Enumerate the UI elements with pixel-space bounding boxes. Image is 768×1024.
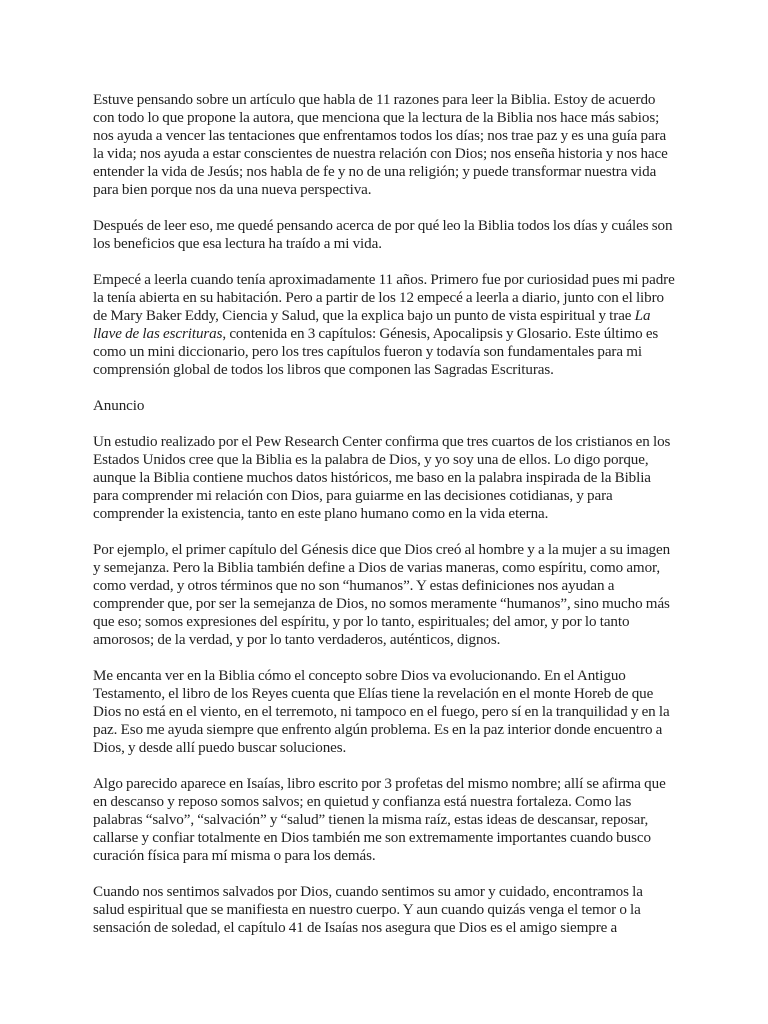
paragraph-8: Cuando nos sentimos salvados por Dios, cuando sentimos su amor y cuidado, encontramos la salud espiritual que se manifiesta en nuestro cuerpo. Y aun cuando quizás venga el temor o la sensación de soledad, el capítulo 41 de Isaías nos asegura que Dios es el amigo siempre a (93, 884, 643, 936)
article-body (93, 91, 676, 955)
paragraph-2: Después de leer eso, me quedé pensando acerca de por qué leo la Biblia todos los días y cuáles son los beneficios que esa lectura ha traído a mi vida. (93, 218, 673, 252)
paragraph-3-text-start: Empecé a leerla cuando tenía aproximadamente 11 años. Primero fue por curiosidad pues mi padre la tenía abierta en su habitación. Pero a partir de los 12 empecé a leerla a diario, junto con el libro de Mary Baker Eddy, Ciencia y Salud, que la explica bajo un punto de vista espiritual y trae (93, 272, 675, 324)
ad-label: Anuncio (93, 398, 145, 414)
book-title-italic: La llave de las escrituras (93, 308, 651, 342)
paragraph-5: Por ejemplo, el primer capítulo del Génesis dice que Dios creó al hombre y a la mujer a su imagen y semejanza. Pero la Biblia también define a Dios de varias maneras, como espíritu, como amor, como verdad, y otros términos que no son “humanos”. Y estas definiciones nos ayudan a comprender que, por ser la semejanza de Dios, no somos meramente “humanos”, sino mucho más que eso; somos expresiones del espíritu, y por lo tanto, espirituales; del amor, y por lo tanto amorosos; de la verdad, y por lo tanto verdaderos, auténticos, dignos. (93, 542, 671, 648)
paragraph-1: Estuve pensando sobre un artículo que habla de 11 razones para leer la Biblia. Estoy de acuerdo con todo lo que propone la autora, que menciona que la lectura de la Biblia nos hace más sabios; nos ayuda a vencer las tentaciones que enfrentamos todos los días; nos trae paz y es una guía para la vida; nos ayuda a estar conscientes de nuestra relación con Dios; nos enseña historia y nos hace entender la vida de Jesús; nos habla de fe y no de una religión; y puede transformar nuestra vida para bien porque nos da una nueva perspectiva. (93, 92, 668, 198)
paragraph-7: Algo parecido aparece en Isaías, libro escrito por 3 profetas del mismo nombre; allí se afirma que en descanso y reposo somos salvos; en quietud y confianza está nuestra fortaleza. Como las palabras “salvo”, “salvación” y “salud” tienen la misma raíz, estas ideas de descansar, reposar, callarse y confiar totalmente en Dios también me son extremamente importantes cuando busco curación física para mí misma o para los demás. (93, 776, 666, 864)
paragraph-4: Un estudio realizado por el Pew Research Center confirma que tres cuartos de los cristianos en los Estados Unidos cree que la Biblia es la palabra de Dios, y yo soy una de ellos. Lo digo porque, aunque la Biblia contiene muchos datos históricos, me baso en la palabra inspirada de la Biblia para comprender mi relación con Dios, para guiarme en las decisiones cotidianas, y para comprender la existencia, tanto en este plano humano como en la vida eterna. (93, 434, 671, 522)
paragraph-3 (93, 271, 676, 379)
paragraph-3-text-end: , contenida en 3 capítulos: Génesis, Apocalipsis y Glosario. Este último es como un mini diccionario, pero los tres capítulos fueron y todavía son fundamentales para mi comprensión global de todos los libros que componen las Sagradas Escrituras. (93, 326, 659, 378)
paragraph-6: Me encanta ver en la Biblia cómo el concepto sobre Dios va evolucionando. En el Antiguo Testamento, el libro de los Reyes cuenta que Elías tiene la revelación en el monte Horeb de que Dios no está en el viento, en el terremoto, ni tampoco en el fuego, pero sí en la tranquilidad y en la paz. Eso me ayuda siempre que enfrento algún problema. Es en la paz interior donde encuentro a Dios, y desde allí puedo buscar soluciones. (93, 668, 670, 756)
